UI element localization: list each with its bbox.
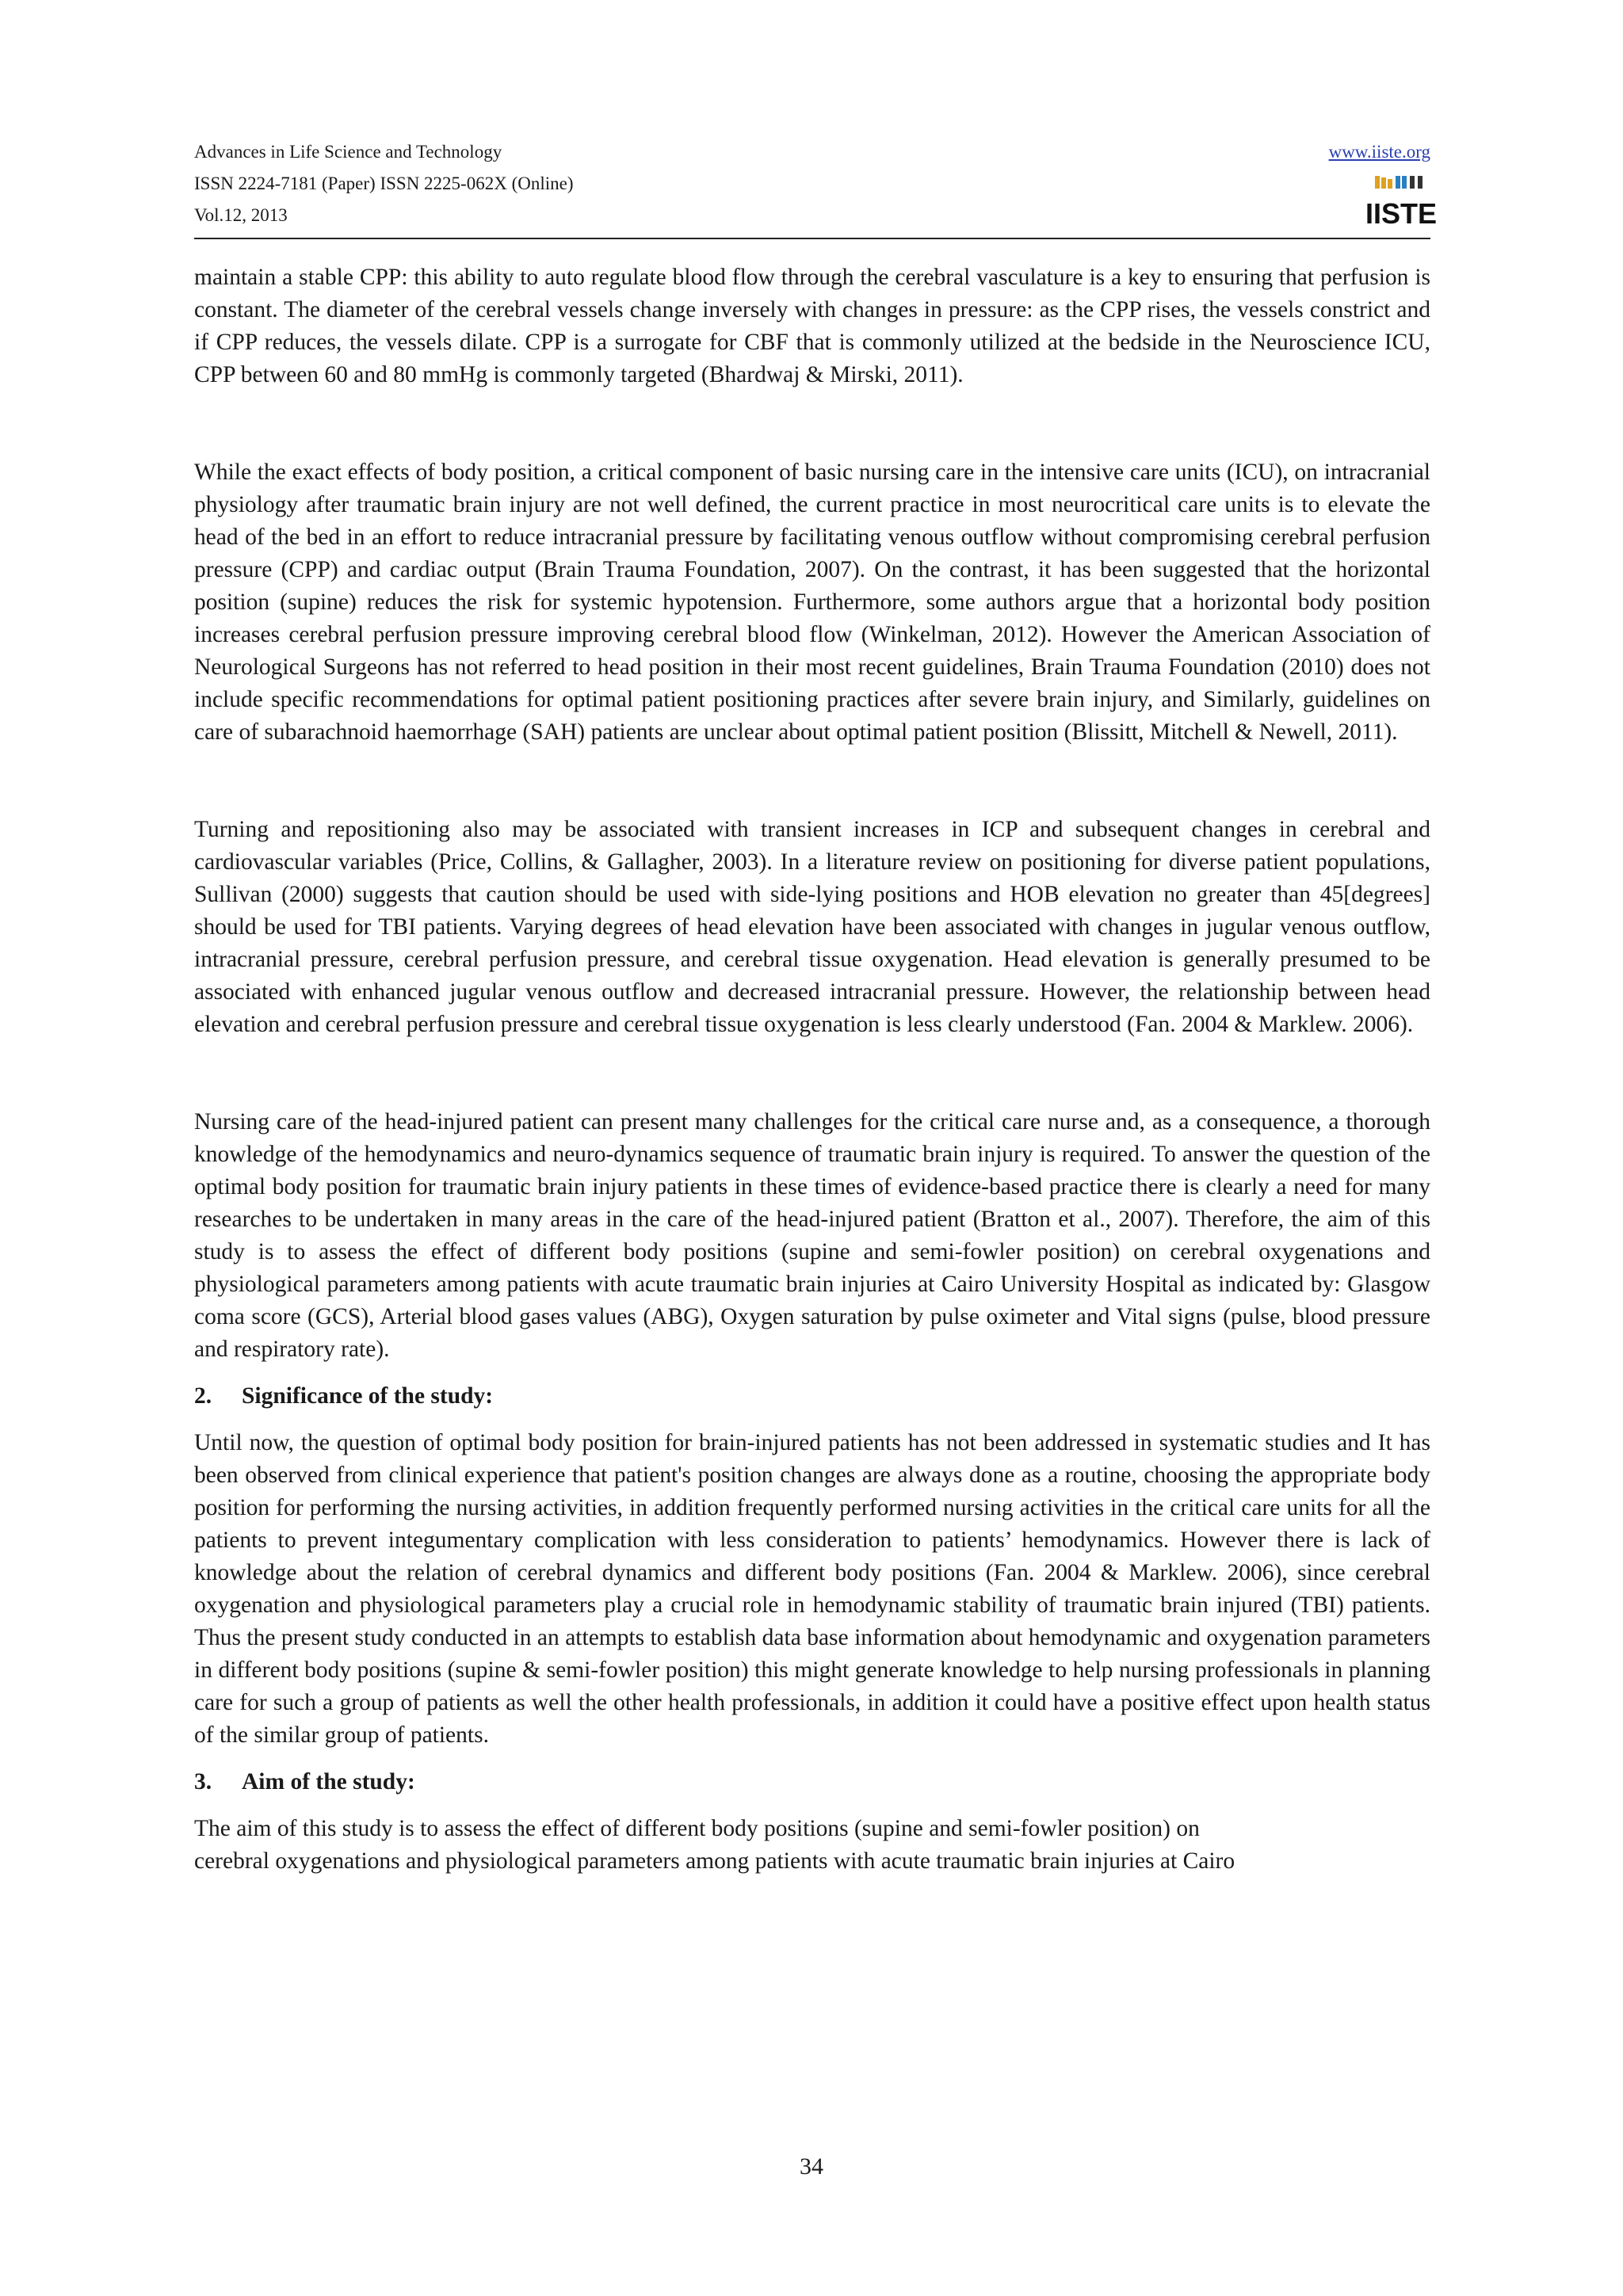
section-title: Significance of the study:: [242, 1383, 494, 1409]
section-title: Aim of the study:: [242, 1769, 415, 1794]
paragraph-turning: Turning and repositioning also may be associated with transient increases in ICP and subsequent changes in cerebral and cardiovascular variables (Price, Collins, & Gallagher, 2003). In a literature review on positioning for diverse patient populations, Sullivan (2000) suggests that caution should be used with side-lying positions and HOB elevation no greater than 45[degrees] should be used for TBI patients. Varying degrees of head elevation have been associated with changes in jugular venous outflow, intracranial pressure, cerebral perfusion pressure, and cerebral tissue oxygenation. Head elevation is generally presumed to be associated with enhanced jugular venous outflow and decreased intracranial pressure. However, the relationship between head elevation and cerebral perfusion pressure and cerebral tissue oxygenation is less clearly understood (Fan. 2004 & Marklew. 2006).: [194, 817, 1430, 1037]
logo-text: IISTE: [1365, 197, 1438, 230]
paragraph-aim: [194, 1813, 1430, 1878]
page-header: [194, 136, 1438, 239]
paragraph-cpp: maintain a stable CPP: this ability to auto regulate blood flow through the cerebral vasculature is a key to ensuring that perfusion is constant. The diameter of the cerebral vessels change inversely with changes in pressure: as the CPP rises, the vessels constrict and if CPP reduces, the vessels dilate. CPP is a surrogate for CBF that is commonly utilized at the bedside in the Neuroscience ICU, CPP between 60 and 80 mmHg is commonly targeted (Bhardwaj & Mirski, 2011).: [194, 265, 1430, 387]
paragraph-body-position: While the exact effects of body position, a critical component of basic nursing care in the intensive care units (ICU), on intracranial physiology after traumatic brain injury are not well defined, the current practice in most neurocritical care units is to elevate the head of the bed in an effort to reduce intracranial pressure by facilitating venous outflow without compromising cerebral perfusion pressure (CPP) and cardiac output (Brain Trauma Foundation, 2007). On the contrast, it has been suggested that the horizontal position (supine) reduces the risk for systemic hypotension. Furthermore, some authors argue that a horizontal body position increases cerebral perfusion pressure improving cerebral blood flow (Winkelman, 2012). However the American Association of Neurological Surgeons has not referred to head position in their most recent guidelines, Brain Trauma Foundation (2010) does not include specific recommendations for optimal patient positioning practices after severe brain injury, and Similarly, guidelines on care of subarachnoid haemorrhage (SAH) patients are unclear about optimal patient position (Blissitt, Mitchell & Newell, 2011).: [194, 460, 1430, 745]
paragraph-significance: Until now, the question of optimal body position for brain-injured patients has not been addressed in systematic studies and It has been observed from clinical experience that patient's position changes are always done as a routine, choosing the appropriate body position for performing the nursing activities, in addition frequently performed nursing activities in the critical care units for all the patients to prevent integumentary complication with less consideration to patients’ hemodynamics. However there is lack of knowledge about the relation of cerebral dynamics and different body positions (Fan. 2004 & Marklew. 2006), since cerebral oxygenation and physiological parameters play a crucial role in hemodynamic stability of traumatic brain injured (TBI) patients. Thus the present study conducted in an attempts to establish data base information about hemodynamic and oxygenation parameters in different body positions (supine & semi-fowler position) this might generate knowledge to help nursing professionals in planning care for such a group of patients as well the other health professionals, in addition it could have a positive effect upon health status of the similar group of patients.: [194, 1430, 1430, 1748]
journal-issn: ISSN 2224-7181 (Paper) ISSN 2225-062X (Online): [194, 174, 574, 193]
journal-volume: Vol.12, 2013: [194, 205, 288, 225]
section-heading-significance: [194, 1380, 1430, 1413]
aim-line-1: The aim of this study is to assess the effect of different body positions (supine and semi-fowler position) on: [194, 1816, 1200, 1841]
journal-title: Advances in Life Science and Technology: [194, 142, 502, 162]
section-number: 2.: [194, 1383, 212, 1409]
section-heading-aim: [194, 1766, 1430, 1798]
iiste-logo: [1365, 174, 1438, 231]
section-number: 3.: [194, 1769, 212, 1794]
paragraph-nursing-care: Nursing care of the head-injured patient can present many challenges for the critical care nurse and, as a consequence, a thorough knowledge of the hemodynamics and neuro-dynamics sequence of traumatic brain injury is required. To answer the question of the optimal body position for traumatic brain injury patients in these times of evidence-based practice there is clearly a need for many researches to be undertaken in many areas in the care of the head-injured patient (Bratton et al., 2007). Therefore, the aim of this study is to assess the effect of different body positions (supine and semi-fowler position) on cerebral oxygenations and physiological parameters among patients with acute traumatic brain injuries at Cairo University Hospital as indicated by: Glasgow coma score (GCS), Arterial blood gases values (ABG), Oxygen saturation by pulse oximeter and Vital signs (pulse, blood pressure and respiratory rate).: [194, 1109, 1430, 1362]
page-number: 34: [800, 2153, 823, 2180]
aim-line-2: cerebral oxygenations and physiological parameters among patients with acute traumatic brain injuries at Cairo: [194, 1848, 1235, 1874]
article-body: [194, 261, 1430, 1878]
journal-website-link[interactable]: www.iiste.org: [1328, 142, 1430, 162]
